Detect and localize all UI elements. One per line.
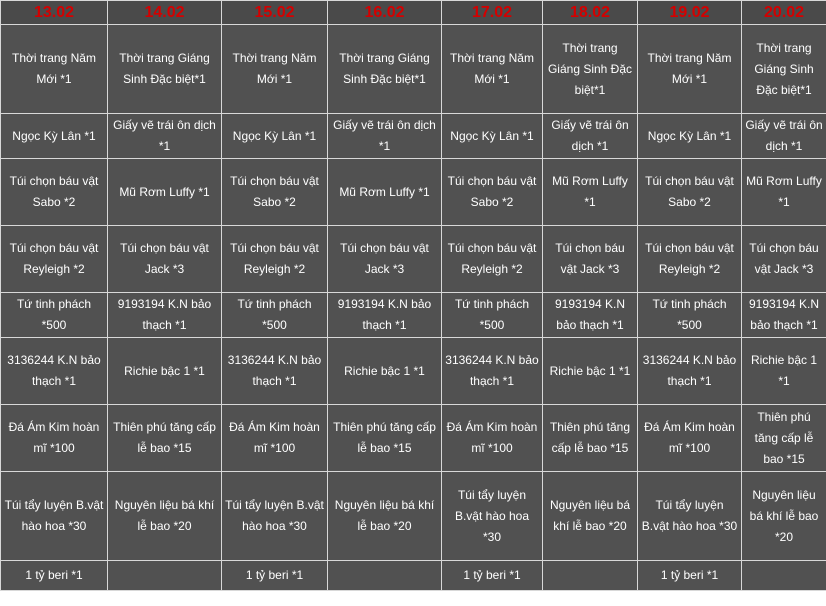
reward-cell: Giấy vẽ trái ôn dịch *1 xyxy=(328,114,442,159)
date-header-cell: 17.02 xyxy=(442,1,543,25)
reward-row xyxy=(1,561,826,591)
reward-row xyxy=(1,338,826,405)
reward-row xyxy=(1,472,826,561)
reward-cell: Túi tẩy luyện B.vật hào hoa *30 xyxy=(1,472,108,561)
reward-cell: Tứ tinh phách *500 xyxy=(1,293,108,338)
reward-cell: Thiên phú tăng cấp lễ bao *15 xyxy=(328,405,442,472)
reward-row xyxy=(1,159,826,226)
reward-cell: Túi chọn báu vật Jack *3 xyxy=(108,226,222,293)
reward-cell: Giấy vẽ trái ôn dịch *1 xyxy=(742,114,826,159)
date-header-row xyxy=(1,1,826,25)
reward-cell: Thời trang Năm Mới *1 xyxy=(442,25,543,114)
reward-cell: Ngọc Kỳ Lân *1 xyxy=(1,114,108,159)
reward-cell: Đá Ám Kim hoàn mĩ *100 xyxy=(442,405,543,472)
empty-cell xyxy=(543,561,638,591)
reward-cell: 1 tỷ beri *1 xyxy=(442,561,543,591)
reward-cell: Thiên phú tăng cấp lễ bao *15 xyxy=(543,405,638,472)
reward-cell: Ngọc Kỳ Lân *1 xyxy=(222,114,328,159)
date-header-cell: 19.02 xyxy=(638,1,742,25)
empty-cell xyxy=(742,561,826,591)
reward-cell: Thời trang Năm Mới *1 xyxy=(638,25,742,114)
reward-cell: Tứ tinh phách *500 xyxy=(442,293,543,338)
reward-cell: 3136244 K.N bảo thạch *1 xyxy=(442,338,543,405)
reward-cell: Richie bậc 1 *1 xyxy=(108,338,222,405)
reward-cell: Túi chọn báu vật Jack *3 xyxy=(328,226,442,293)
reward-cell: Mũ Rơm Luffy *1 xyxy=(742,159,826,226)
reward-cell: Thời trang Giáng Sinh Đặc biệt*1 xyxy=(742,25,826,114)
date-header-cell: 20.02 xyxy=(742,1,826,25)
reward-cell: Tứ tinh phách *500 xyxy=(638,293,742,338)
reward-cell: Túi chọn báu vật Jack *3 xyxy=(543,226,638,293)
reward-cell: 9193194 K.N bảo thạch *1 xyxy=(543,293,638,338)
reward-cell: Thiên phú tăng cấp lễ bao *15 xyxy=(108,405,222,472)
reward-cell: Giấy vẽ trái ôn dịch *1 xyxy=(543,114,638,159)
reward-cell: Ngọc Kỳ Lân *1 xyxy=(638,114,742,159)
reward-cell: 3136244 K.N bảo thạch *1 xyxy=(638,338,742,405)
reward-cell: Túi chọn báu vật Sabo *2 xyxy=(222,159,328,226)
reward-cell: Richie bậc 1 *1 xyxy=(543,338,638,405)
reward-cell: Túi chọn báu vật Sabo *2 xyxy=(1,159,108,226)
reward-row xyxy=(1,25,826,114)
reward-cell: Mũ Rơm Luffy *1 xyxy=(328,159,442,226)
reward-cell: Thời trang Giáng Sinh Đặc biệt*1 xyxy=(328,25,442,114)
reward-cell: Richie bậc 1 *1 xyxy=(328,338,442,405)
reward-row xyxy=(1,226,826,293)
reward-cell: Túi tẩy luyện B.vật hào hoa *30 xyxy=(442,472,543,561)
reward-cell: 9193194 K.N bảo thạch *1 xyxy=(108,293,222,338)
empty-cell xyxy=(328,561,442,591)
reward-cell: Túi chọn báu vật Jack *3 xyxy=(742,226,826,293)
reward-cell: Ngọc Kỳ Lân *1 xyxy=(442,114,543,159)
reward-cell: 1 tỷ beri *1 xyxy=(222,561,328,591)
reward-cell: Nguyên liệu bá khí lễ bao *20 xyxy=(742,472,826,561)
reward-cell: Đá Ám Kim hoàn mĩ *100 xyxy=(222,405,328,472)
reward-rows xyxy=(1,25,826,591)
reward-cell: Nguyên liệu bá khí lễ bao *20 xyxy=(543,472,638,561)
reward-cell: Túi chọn báu vật Reyleigh *2 xyxy=(1,226,108,293)
reward-cell: Tứ tinh phách *500 xyxy=(222,293,328,338)
reward-cell: Đá Ám Kim hoàn mĩ *100 xyxy=(638,405,742,472)
reward-cell: Thời trang Năm Mới *1 xyxy=(222,25,328,114)
reward-cell: 1 tỷ beri *1 xyxy=(1,561,108,591)
reward-cell: Túi chọn báu vật Reyleigh *2 xyxy=(442,226,543,293)
reward-cell: Túi chọn báu vật Sabo *2 xyxy=(638,159,742,226)
reward-cell: Túi chọn báu vật Sabo *2 xyxy=(442,159,543,226)
reward-cell: Nguyên liệu bá khí lễ bao *20 xyxy=(328,472,442,561)
reward-row xyxy=(1,405,826,472)
date-header-cell: 14.02 xyxy=(108,1,222,25)
reward-cell: Thiên phú tăng cấp lễ bao *15 xyxy=(742,405,826,472)
reward-cell: Túi tẩy luyện B.vật hào hoa *30 xyxy=(638,472,742,561)
reward-cell: 3136244 K.N bảo thạch *1 xyxy=(1,338,108,405)
reward-cell: Mũ Rơm Luffy *1 xyxy=(108,159,222,226)
reward-cell: Túi tẩy luyện B.vật hào hoa *30 xyxy=(222,472,328,561)
reward-cell: Thời trang Giáng Sinh Đặc biệt*1 xyxy=(543,25,638,114)
reward-cell: 9193194 K.N bảo thạch *1 xyxy=(328,293,442,338)
reward-row xyxy=(1,293,826,338)
date-header-cell: 16.02 xyxy=(328,1,442,25)
reward-cell: Đá Ám Kim hoàn mĩ *100 xyxy=(1,405,108,472)
date-header-cell: 15.02 xyxy=(222,1,328,25)
reward-cell: Richie bậc 1 *1 xyxy=(742,338,826,405)
reward-cell: 1 tỷ beri *1 xyxy=(638,561,742,591)
reward-cell: 3136244 K.N bảo thạch *1 xyxy=(222,338,328,405)
reward-cell: Túi chọn báu vật Reyleigh *2 xyxy=(222,226,328,293)
reward-row xyxy=(1,114,826,159)
reward-cell: Túi chọn báu vật Reyleigh *2 xyxy=(638,226,742,293)
reward-cell: Giấy vẽ trái ôn dịch *1 xyxy=(108,114,222,159)
reward-cell: Thời trang Năm Mới *1 xyxy=(1,25,108,114)
reward-cell: Thời trang Giáng Sinh Đặc biệt*1 xyxy=(108,25,222,114)
date-header-cell: 18.02 xyxy=(543,1,638,25)
empty-cell xyxy=(108,561,222,591)
reward-cell: 9193194 K.N bảo thạch *1 xyxy=(742,293,826,338)
date-header-cell: 13.02 xyxy=(1,1,108,25)
reward-cell: Nguyên liệu bá khí lễ bao *20 xyxy=(108,472,222,561)
reward-cell: Mũ Rơm Luffy *1 xyxy=(543,159,638,226)
